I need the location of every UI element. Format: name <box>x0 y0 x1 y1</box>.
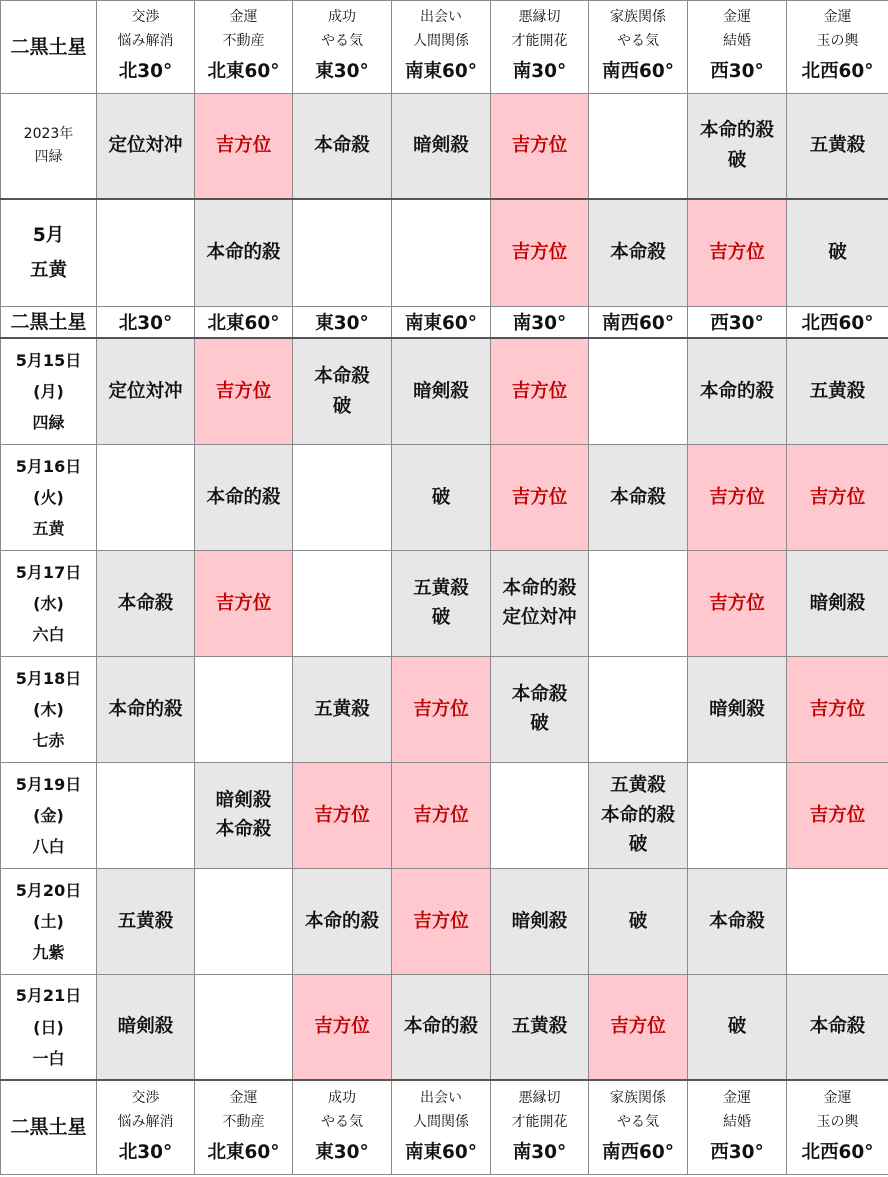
direction-warning-label: 五黄殺 <box>610 775 666 796</box>
good-direction-label: 吉方位 <box>215 592 272 614</box>
day-row <box>1 868 888 974</box>
header-direction: 東30° <box>315 60 369 82</box>
day-label-cell <box>1 762 97 868</box>
direction-warning-label: 本命殺 <box>709 910 765 932</box>
good-direction-label: 吉方位 <box>413 804 469 826</box>
direction-cell-4[interactable] <box>392 974 491 1080</box>
good-direction-label: 吉方位 <box>511 241 568 263</box>
direction-warning-label: 本命的殺 <box>304 910 379 932</box>
direction-warning-label: 本命的殺 <box>502 577 577 599</box>
header-purpose-2: 結婚 <box>723 33 751 50</box>
day-star: 七赤 <box>32 730 65 750</box>
header-purpose-2: 不動産 <box>222 33 265 50</box>
direction-cell-7[interactable] <box>688 656 787 762</box>
direction-cell-6[interactable] <box>589 94 688 199</box>
direction-cell-5[interactable] <box>491 338 589 444</box>
direction-cell-3[interactable] <box>293 656 392 762</box>
month-row <box>1 199 888 307</box>
header-purpose-1: 金運 <box>229 1089 258 1106</box>
header-direction: 北30° <box>118 1141 173 1163</box>
direction-warning-label: 五黄殺 <box>117 910 174 932</box>
header-purpose-1: 金運 <box>229 8 258 25</box>
direction-cell-8[interactable] <box>787 94 888 199</box>
direction-warning-label: 破 <box>431 486 451 508</box>
direction-warning-label: 破 <box>828 241 847 263</box>
direction-warning-label: 五黄殺 <box>809 380 866 402</box>
direction-warning-label: 暗剣殺 <box>117 1016 174 1038</box>
good-direction-label: 吉方位 <box>610 1016 666 1038</box>
header-purpose-1: 金運 <box>823 1089 852 1106</box>
direction-warning-label: 本命殺 <box>610 241 666 263</box>
direction-warning-label: 破 <box>332 395 352 417</box>
header-direction: 西30° <box>710 1141 764 1163</box>
header-purpose-1: 交渉 <box>131 8 160 25</box>
direction-header-7 <box>688 1080 787 1174</box>
header-purpose-2: 才能開花 <box>511 33 568 50</box>
good-direction-label: 吉方位 <box>809 804 866 826</box>
header-row-bottom <box>1 1080 888 1174</box>
direction-header-7 <box>688 1 787 94</box>
direction-cell-2[interactable] <box>195 444 293 550</box>
direction-cell-4[interactable] <box>392 338 491 444</box>
direction-warning-label: 破 <box>431 607 451 629</box>
direction-warning-label: 破 <box>628 910 648 932</box>
direction-cell-5[interactable] <box>491 656 589 762</box>
good-direction-label: 吉方位 <box>413 910 469 932</box>
direction-warning-label: 暗剣殺 <box>709 698 765 720</box>
direction-warning-label: 定位対冲 <box>502 607 577 629</box>
direction-cell-4[interactable] <box>392 444 491 550</box>
header-purpose-1: 交渉 <box>131 1089 160 1106</box>
direction-warning-label: 本命的殺 <box>600 804 675 826</box>
month-star: 五黄 <box>29 259 67 281</box>
direction-cell-6[interactable] <box>589 974 688 1080</box>
direction-cell-5[interactable] <box>491 444 589 550</box>
header-purpose-2: 玉の輿 <box>816 1114 859 1131</box>
direction-header-6 <box>589 1 688 94</box>
header-purpose-2: 悩み解消 <box>117 33 174 50</box>
direction-cell-2[interactable] <box>195 94 293 199</box>
star-label-cell <box>1 1080 97 1174</box>
good-direction-label: 吉方位 <box>511 380 568 402</box>
direction-warning-label: 本命殺 <box>215 819 272 841</box>
direction-warning-label: 五黄殺 <box>809 134 866 156</box>
good-direction-label: 吉方位 <box>215 134 272 156</box>
direction-cell-1[interactable] <box>97 656 195 762</box>
day-weekday: (金) <box>33 805 64 825</box>
day-date: 5月17日 <box>15 562 82 582</box>
direction-warning-label: 暗剣殺 <box>413 134 469 156</box>
good-direction-label: 吉方位 <box>709 486 765 508</box>
header-purpose-2: 不動産 <box>222 1114 265 1131</box>
direction-cell-3[interactable] <box>293 444 392 550</box>
direction-warning-label: 本命的殺 <box>699 120 774 142</box>
day-row <box>1 656 888 762</box>
header-direction: 南東60° <box>405 313 477 335</box>
direction-cell-4[interactable] <box>392 550 491 656</box>
direction-cell-4[interactable] <box>392 199 491 307</box>
direction-cell-7[interactable] <box>688 762 787 868</box>
direction-cell-6[interactable] <box>589 868 688 974</box>
direction-header-5 <box>491 1 589 94</box>
direction-cell-7[interactable] <box>688 199 787 307</box>
direction-header-2 <box>195 307 293 339</box>
header-purpose-2: 人間関係 <box>413 33 469 50</box>
header-purpose-1: 金運 <box>723 1089 751 1106</box>
header-purpose-1: 家族関係 <box>610 8 666 25</box>
header-direction: 南30° <box>512 1141 567 1163</box>
header-direction: 西30° <box>710 60 764 82</box>
header-purpose-2: 才能開花 <box>511 1114 568 1131</box>
direction-header-1 <box>97 1 195 94</box>
direction-cell-1[interactable] <box>97 762 195 868</box>
direction-cell-8[interactable] <box>787 868 888 974</box>
direction-cell-3[interactable] <box>293 550 392 656</box>
day-date: 5月18日 <box>15 668 82 688</box>
good-direction-label: 吉方位 <box>809 486 866 508</box>
direction-header-8 <box>787 307 888 339</box>
direction-warning-label: 定位対冲 <box>108 380 183 402</box>
direction-cell-8[interactable] <box>787 974 888 1080</box>
direction-cell-2[interactable] <box>195 338 293 444</box>
header-direction: 東30° <box>315 313 369 335</box>
header-purpose-2: やる気 <box>617 33 659 50</box>
direction-warning-label: 破 <box>727 149 747 171</box>
direction-cell-6[interactable] <box>589 550 688 656</box>
header-purpose-1: 金運 <box>723 8 751 25</box>
direction-cell-8[interactable] <box>787 656 888 762</box>
direction-cell-2[interactable] <box>195 868 293 974</box>
day-row <box>1 762 888 868</box>
direction-header-7 <box>688 307 787 339</box>
header-purpose-1: 成功 <box>328 1089 356 1106</box>
direction-header-5 <box>491 307 589 339</box>
direction-header-4 <box>392 1 491 94</box>
good-direction-label: 吉方位 <box>809 698 866 720</box>
direction-cell-8[interactable] <box>787 550 888 656</box>
day-label-cell <box>1 974 97 1080</box>
direction-warning-label: 本命殺 <box>314 134 370 156</box>
direction-cell-8[interactable] <box>787 762 888 868</box>
direction-cell-1[interactable] <box>97 94 195 199</box>
day-star: 八白 <box>32 836 65 856</box>
direction-cell-5[interactable] <box>491 868 589 974</box>
direction-cell-6[interactable] <box>589 444 688 550</box>
direction-cell-3[interactable] <box>293 974 392 1080</box>
direction-cell-3[interactable] <box>293 868 392 974</box>
day-label-cell <box>1 656 97 762</box>
direction-warning-label: 本命殺 <box>610 486 666 508</box>
direction-header-3 <box>293 1080 392 1174</box>
header-direction: 北30° <box>118 313 173 335</box>
direction-cell-2[interactable] <box>195 974 293 1080</box>
direction-warning-label: 本命殺 <box>314 366 370 388</box>
day-date: 5月19日 <box>15 774 82 794</box>
direction-header-6 <box>589 1080 688 1174</box>
day-star: 六白 <box>32 624 65 644</box>
direction-cell-1[interactable] <box>97 444 195 550</box>
direction-cell-4[interactable] <box>392 868 491 974</box>
direction-cell-2[interactable] <box>195 762 293 868</box>
direction-cell-1[interactable] <box>97 550 195 656</box>
direction-cell-6[interactable] <box>589 338 688 444</box>
direction-cell-4[interactable] <box>392 762 491 868</box>
direction-header-3 <box>293 307 392 339</box>
year-row <box>1 94 888 199</box>
direction-header-1 <box>97 1080 195 1174</box>
day-row <box>1 338 888 444</box>
direction-cell-1[interactable] <box>97 338 195 444</box>
direction-cell-3[interactable] <box>293 94 392 199</box>
direction-header-8 <box>787 1 888 94</box>
day-row <box>1 974 888 1080</box>
direction-warning-label: 本命的殺 <box>206 486 281 508</box>
day-star: 九紫 <box>32 942 65 962</box>
month-label: 5月 <box>32 224 65 246</box>
day-weekday: (火) <box>33 487 64 507</box>
direction-cell-7[interactable] <box>688 974 787 1080</box>
header-purpose-2: やる気 <box>321 33 363 50</box>
good-direction-label: 吉方位 <box>709 592 765 614</box>
header-row-top <box>1 1 888 94</box>
header-purpose-1: 悪縁切 <box>518 1089 561 1106</box>
direction-cell-6[interactable] <box>589 656 688 762</box>
header-purpose-1: 家族関係 <box>610 1089 666 1106</box>
day-date: 5月16日 <box>15 456 82 476</box>
header-purpose-2: 人間関係 <box>413 1114 469 1131</box>
direction-header-5 <box>491 1080 589 1174</box>
day-date: 5月20日 <box>15 880 82 900</box>
direction-cell-7[interactable] <box>688 444 787 550</box>
header-direction: 南東60° <box>405 60 477 82</box>
good-direction-label: 吉方位 <box>511 134 568 156</box>
header-direction: 北東60° <box>207 313 280 335</box>
day-date: 5月21日 <box>15 986 82 1006</box>
header-direction: 北東60° <box>207 60 280 82</box>
header-direction: 北30° <box>118 60 173 82</box>
direction-warning-label: 暗剣殺 <box>809 592 866 614</box>
good-direction-label: 吉方位 <box>314 1016 370 1038</box>
direction-warning-label: 本命殺 <box>511 683 568 705</box>
direction-cell-2[interactable] <box>195 656 293 762</box>
direction-warning-label: 本命殺 <box>809 1016 866 1038</box>
direction-warning-label: 本命殺 <box>117 592 174 614</box>
direction-warning-label: 破 <box>628 834 648 856</box>
header-direction: 東30° <box>315 1141 369 1163</box>
direction-cell-1[interactable] <box>97 868 195 974</box>
day-date: 5月15日 <box>15 350 82 370</box>
header-purpose-2: やる気 <box>321 1114 363 1131</box>
direction-warning-label: 暗剣殺 <box>215 789 272 811</box>
star-label-cell <box>1 1 97 94</box>
day-star: 一白 <box>32 1048 65 1068</box>
direction-warning-label: 五黄殺 <box>413 577 469 599</box>
direction-header-2 <box>195 1080 293 1174</box>
year-label-cell <box>1 94 97 199</box>
direction-header-1 <box>97 307 195 339</box>
day-label-cell <box>1 550 97 656</box>
day-weekday: (土) <box>33 911 64 931</box>
day-weekday: (木) <box>33 699 64 719</box>
direction-row-mid <box>1 307 888 339</box>
star-label: 二黒土星 <box>10 1116 87 1139</box>
direction-warning-label: 暗剣殺 <box>511 910 568 932</box>
direction-cell-2[interactable] <box>195 550 293 656</box>
year-star: 四緑 <box>34 148 63 165</box>
header-direction: 西30° <box>710 313 764 335</box>
direction-cell-4[interactable] <box>392 656 491 762</box>
header-purpose-1: 成功 <box>328 8 356 25</box>
direction-cell-1[interactable] <box>97 199 195 307</box>
header-purpose-2: 結婚 <box>723 1114 751 1131</box>
direction-cell-7[interactable] <box>688 94 787 199</box>
header-purpose-1: 悪縁切 <box>518 8 561 25</box>
month-label-cell <box>1 199 97 307</box>
day-weekday: (水) <box>33 593 64 613</box>
direction-cell-6[interactable] <box>589 199 688 307</box>
direction-cell-5[interactable] <box>491 199 589 307</box>
direction-cell-7[interactable] <box>688 338 787 444</box>
direction-cell-4[interactable] <box>392 94 491 199</box>
direction-warning-label: 五黄殺 <box>314 698 370 720</box>
direction-cell-5[interactable] <box>491 550 589 656</box>
direction-cell-5[interactable] <box>491 762 589 868</box>
direction-header-4 <box>392 1080 491 1174</box>
good-direction-label: 吉方位 <box>215 380 272 402</box>
direction-header-2 <box>195 1 293 94</box>
direction-cell-5[interactable] <box>491 94 589 199</box>
day-row <box>1 444 888 550</box>
direction-warning-label: 破 <box>530 713 549 735</box>
direction-cell-5[interactable] <box>491 974 589 1080</box>
direction-cell-3[interactable] <box>293 199 392 307</box>
header-purpose-1: 出会い <box>420 8 462 25</box>
day-label-cell <box>1 868 97 974</box>
direction-cell-2[interactable] <box>195 199 293 307</box>
day-weekday: (月) <box>33 382 64 402</box>
direction-cell-3[interactable] <box>293 762 392 868</box>
direction-warning-label: 定位対冲 <box>108 134 183 156</box>
day-weekday: (日) <box>33 1017 64 1037</box>
header-purpose-1: 金運 <box>823 8 852 25</box>
star-label: 二黒土星 <box>10 311 87 333</box>
header-direction: 南30° <box>512 313 567 335</box>
direction-cell-8[interactable] <box>787 199 888 307</box>
direction-warning-label: 暗剣殺 <box>413 380 469 402</box>
header-direction: 北西60° <box>801 1141 874 1163</box>
direction-warning-label: 本命的殺 <box>403 1016 478 1038</box>
header-direction: 南西60° <box>602 1141 674 1163</box>
direction-cell-1[interactable] <box>97 974 195 1080</box>
header-direction: 北西60° <box>801 313 874 335</box>
direction-cell-8[interactable] <box>787 338 888 444</box>
direction-cell-6[interactable] <box>589 762 688 868</box>
direction-cell-3[interactable] <box>293 338 392 444</box>
direction-header-8 <box>787 1080 888 1174</box>
direction-warning-label: 本命的殺 <box>206 241 281 263</box>
header-direction: 南30° <box>512 60 567 82</box>
day-row <box>1 550 888 656</box>
star-label-cell <box>1 307 97 339</box>
direction-header-6 <box>589 307 688 339</box>
good-direction-label: 吉方位 <box>709 241 765 263</box>
direction-cell-7[interactable] <box>688 550 787 656</box>
direction-warning-label: 本命的殺 <box>108 698 183 720</box>
year-label: 2023年 <box>23 126 74 143</box>
header-direction: 南西60° <box>602 60 674 82</box>
direction-header-3 <box>293 1 392 94</box>
direction-warning-label: 本命的殺 <box>699 380 774 402</box>
day-label-cell <box>1 338 97 444</box>
header-direction: 北西60° <box>801 60 874 82</box>
header-purpose-2: 悩み解消 <box>117 1114 174 1131</box>
direction-cell-7[interactable] <box>688 868 787 974</box>
day-label-cell <box>1 444 97 550</box>
header-purpose-2: やる気 <box>617 1114 659 1131</box>
direction-header-4 <box>392 307 491 339</box>
day-star: 五黄 <box>32 518 65 538</box>
header-direction: 南西60° <box>602 313 674 335</box>
direction-warning-label: 五黄殺 <box>511 1016 568 1038</box>
good-direction-label: 吉方位 <box>314 804 370 826</box>
star-label: 二黒土星 <box>10 35 87 58</box>
header-purpose-1: 出会い <box>420 1089 462 1106</box>
direction-cell-8[interactable] <box>787 444 888 550</box>
good-direction-label: 吉方位 <box>511 486 568 508</box>
header-direction: 北東60° <box>207 1141 280 1163</box>
day-star: 四緑 <box>32 413 65 433</box>
direction-warning-label: 破 <box>727 1016 747 1038</box>
header-direction: 南東60° <box>405 1141 477 1163</box>
good-direction-label: 吉方位 <box>413 698 469 720</box>
header-purpose-2: 玉の輿 <box>816 33 859 50</box>
